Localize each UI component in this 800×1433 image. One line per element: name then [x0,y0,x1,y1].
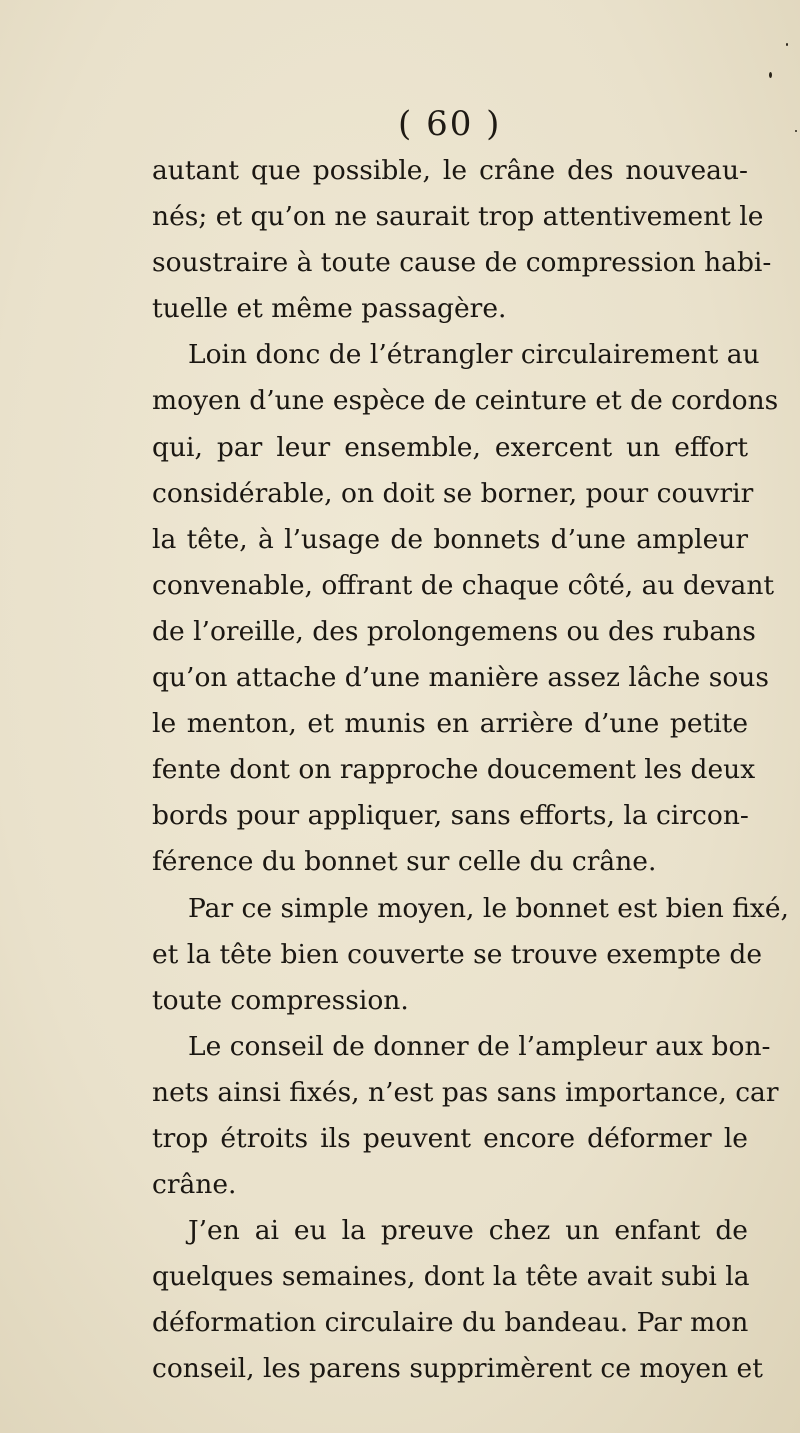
text-line: qu’on attache d’une manière assez lâche sous [152,662,769,694]
text-line: Par ce simple moyen, le bonnet est bien fixé, [188,892,789,924]
body-text [152,148,789,1393]
text-line: qui, par leur ensemble, exercent un effort [152,431,748,463]
text-line: la tête, à l’usage de bonnets d’une ampleur [152,523,748,555]
text-line: fente dont on rapproche doucement les deux [152,754,756,786]
text-line: Loin donc de l’étrangler circulairement au [188,339,760,371]
ink-speck [786,43,788,46]
text-line: autant que possible, le crâne des nouveau- [152,155,748,186]
text-line: J’en ai eu la preuve chez un enfant de [188,1215,748,1247]
text-line: férence du bonnet sur celle du crâne. [152,846,657,878]
text-line: et la tête bien couverte se trouve exempte de [152,938,763,970]
text-line: considérable, on doit se borner, pour couvrir [152,477,754,509]
ink-speck [769,72,772,78]
text-line: Le conseil de donner de l’ampleur aux bon- [188,1030,771,1062]
text-line: de l’oreille, des prolongemens ou des rubans [152,615,756,647]
text-line: moyen d’une espèce de ceinture et de cordons [152,385,779,417]
text-line: crâne. [152,1169,237,1201]
text-line: tuelle et même passagère. [152,293,507,325]
text-line: trop étroits ils peuvent encore déformer le [152,1122,748,1154]
page-number: ( 60 ) [398,104,502,144]
text-line: toute compression. [152,984,409,1016]
text-line: le menton, et munis en arrière d’une petite [152,708,748,740]
text-line: déformation circulaire du bandeau. Par mon [152,1307,749,1339]
text-line: soustraire à toute cause de compression habi- [152,247,772,279]
text-line: nés; et qu’on ne saurait trop attentivement le [152,201,764,233]
text-line: bords pour appliquer, sans efforts, la circon- [152,800,749,832]
text-line: quelques semaines, dont la tête avait subi la [152,1261,750,1293]
text-line: convenable, offrant de chaque côté, au devant [152,569,775,601]
ink-speck [795,130,797,132]
text-line: conseil, les parens supprimèrent ce moyen et [152,1353,763,1385]
text-line: nets ainsi fixés, n’est pas sans importance, car [152,1076,779,1108]
